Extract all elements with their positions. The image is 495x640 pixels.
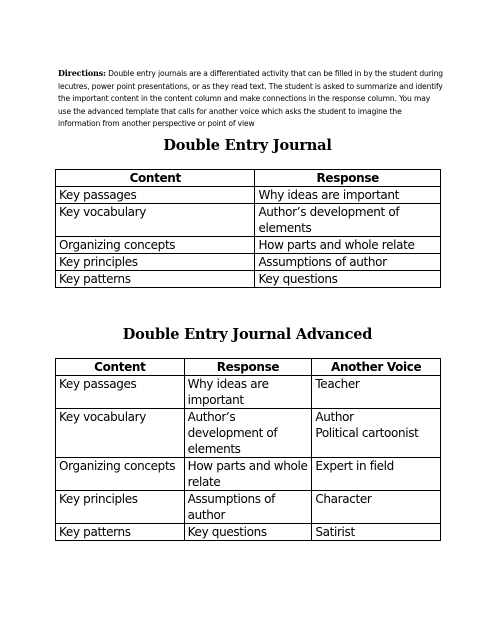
directions-text: Double entry journals are a differentiated activity that can be filled in by the student during lecutres, power point presentations, or as they read text. The student is asked to summarize and identify the important content in the content column and make connections in the response column. You may use the advanced template that calls for another voice which asks the student to imagine the information from another perspective or point of view — [58, 69, 443, 129]
column-header-another-voice: Another Voice — [312, 359, 441, 376]
table-row — [56, 409, 441, 458]
column-header-response: Response — [184, 359, 312, 376]
table-row — [56, 187, 441, 204]
response-cell: Assumptions of author — [184, 491, 312, 524]
response-cell: Key questions — [255, 271, 441, 288]
content-cell: Key principles — [56, 491, 185, 524]
column-header-content: Content — [56, 359, 185, 376]
another-voice-cell: Author Political cartoonist — [312, 409, 441, 458]
table-row — [56, 376, 441, 409]
content-cell: Organizing concepts — [56, 458, 185, 491]
column-header-content: Content — [56, 170, 255, 187]
another-voice-cell: Satirist — [312, 524, 441, 541]
content-cell: Key patterns — [56, 271, 255, 288]
double-entry-journal-table — [55, 169, 441, 288]
response-cell: How parts and whole relate — [255, 237, 441, 254]
double-entry-journal-advanced-table — [55, 358, 441, 541]
response-cell: Why ideas are important — [255, 187, 441, 204]
column-header-response: Response — [255, 170, 441, 187]
content-cell: Key passages — [56, 187, 255, 204]
table-row — [56, 458, 441, 491]
content-cell: Organizing concepts — [56, 237, 255, 254]
content-cell: Key vocabulary — [56, 204, 255, 237]
content-cell: Key passages — [56, 376, 185, 409]
table-row — [56, 491, 441, 524]
table-header-row — [56, 170, 441, 187]
another-voice-cell: Teacher — [312, 376, 441, 409]
table-row — [56, 237, 441, 254]
journal-title: Double Entry Journal — [163, 137, 332, 154]
response-cell: How parts and whole relate — [184, 458, 312, 491]
content-cell: Key principles — [56, 254, 255, 271]
response-cell: Key questions — [184, 524, 312, 541]
journal-advanced-title: Double Entry Journal Advanced — [122, 326, 373, 343]
another-voice-cell: Expert in field — [312, 458, 441, 491]
table-row — [56, 204, 441, 237]
table-row — [56, 254, 441, 271]
table-row — [56, 271, 441, 288]
response-cell: Why ideas are important — [184, 376, 312, 409]
content-cell: Key vocabulary — [56, 409, 185, 458]
response-cell: Assumptions of author — [255, 254, 441, 271]
directions-paragraph — [58, 67, 443, 131]
response-cell: Author’s development of elements — [255, 204, 441, 237]
directions-label: Directions: — [58, 68, 106, 78]
table-row — [56, 524, 441, 541]
table-header-row — [56, 359, 441, 376]
response-cell: Author’s development of elements — [184, 409, 312, 458]
content-cell: Key patterns — [56, 524, 185, 541]
another-voice-cell: Character — [312, 491, 441, 524]
